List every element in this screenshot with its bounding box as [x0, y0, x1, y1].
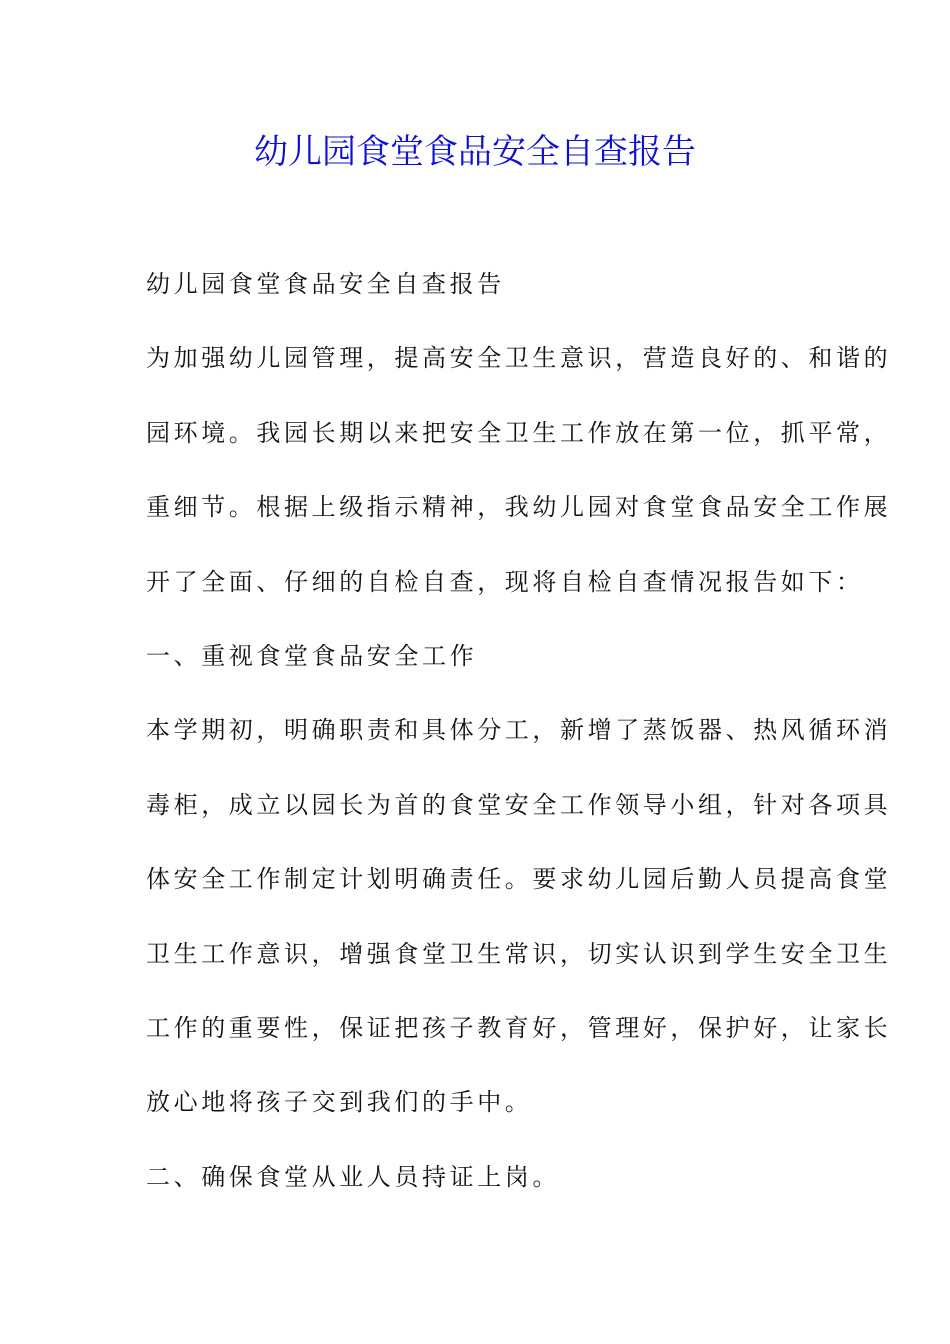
paragraph-line: 放心地将孩子交到我们的手中。	[146, 1088, 533, 1117]
subtitle-line: 幼儿园食堂食品安全自查报告	[146, 270, 505, 298]
paragraph-line: 毒柜，成立以园长为首的食堂安全工作领导小组，针对各项具	[146, 790, 892, 819]
paragraph-line: 园环境。我园长期以来把安全卫生工作放在第一位，抓平常，	[146, 418, 892, 447]
paragraph-line: 卫生工作意识，增强食堂卫生常识，切实认识到学生安全卫生	[146, 939, 892, 968]
document-title: 幼儿园食堂食品安全自查报告	[254, 132, 696, 172]
paragraph-line: 开了全面、仔细的自检自查，现将自检自查情况报告如下：	[146, 567, 864, 596]
paragraph-line: 工作的重要性，保证把孩子教育好，管理好，保护好，让家长	[146, 1013, 892, 1042]
section-heading-1: 一、重视食堂食品安全工作	[146, 641, 478, 670]
paragraph-line: 重细节。根据上级指示精神，我幼儿园对食堂食品安全工作展	[146, 493, 892, 522]
paragraph-line: 为加强幼儿园管理，提高安全卫生意识，营造良好的、和谐的	[146, 344, 892, 373]
section-heading-2: 二、确保食堂从业人员持证上岗。	[146, 1162, 560, 1191]
document-body	[146, 262, 892, 1229]
paragraph-line: 本学期初，明确职责和具体分工，新增了蒸饭器、热风循环消	[146, 716, 892, 745]
paragraph-line: 体安全工作制定计划明确责任。要求幼儿园后勤人员提高食堂	[146, 865, 892, 894]
